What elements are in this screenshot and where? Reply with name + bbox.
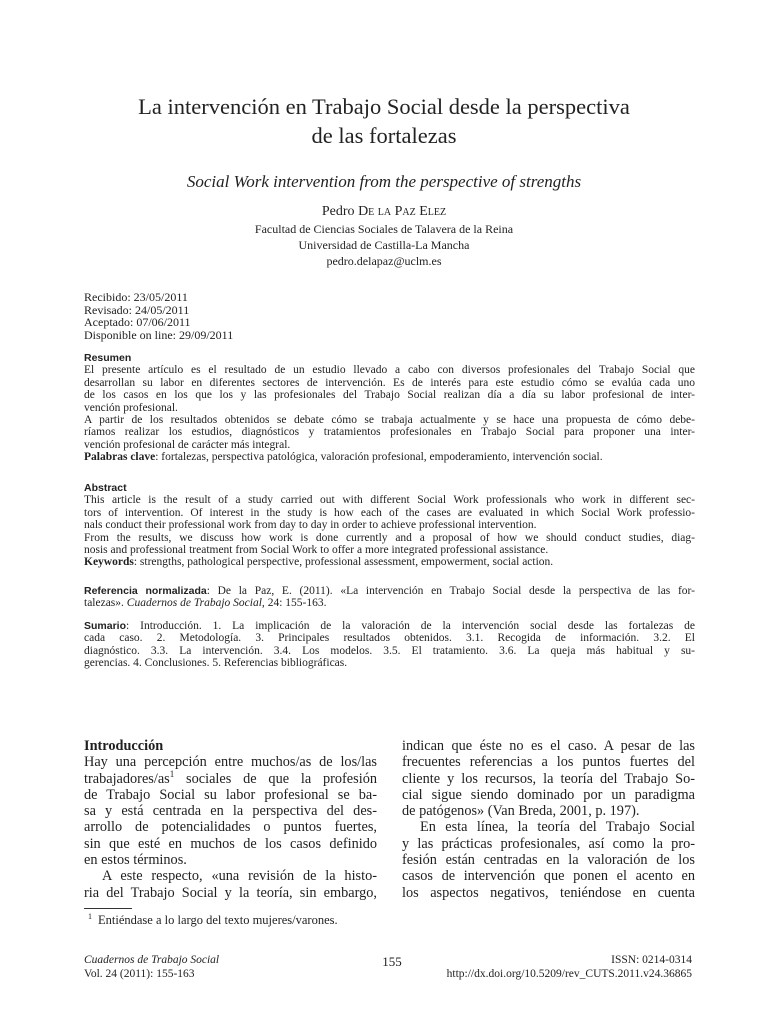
body-line: cliente y los recursos, la teoría del Trabajo So- bbox=[402, 770, 695, 787]
resumen-line: vención profesional de carácter más integral. bbox=[84, 438, 291, 451]
footer-doi[interactable]: http://dx.doi.org/10.5209/rev_CUTS.2011.v24.36865 bbox=[446, 968, 692, 980]
body-right-column bbox=[402, 738, 695, 901]
resumen-line: El presente artículo es el resultado de un estudio llevado a cabo con diversos profesionales del Trabajo Social que bbox=[84, 364, 695, 377]
referencia-text: 24: 155-163. bbox=[264, 597, 327, 610]
sumario-section bbox=[84, 620, 695, 670]
footnote bbox=[88, 912, 338, 928]
body-line: sin que esté en muchos de los casos definido bbox=[84, 835, 377, 852]
footer-journal: Cuadernos de Trabajo Social bbox=[84, 954, 220, 966]
body-line: ria del Trabajo Social y la teoría, sin embargo, bbox=[84, 884, 377, 901]
body-line: indican que éste no es el caso. A pesar de las bbox=[402, 738, 695, 754]
resumen-line: desarrollan su labor en diferentes sectores de intervención. Es de interés para este estudio cómo se evalúa cada uno bbox=[84, 376, 695, 389]
body-line bbox=[84, 768, 377, 787]
journal-name: Cuadernos de Trabajo Social, bbox=[126, 597, 265, 610]
body-text: sociales de que la profesión bbox=[174, 770, 377, 787]
title-line: La intervención en Trabajo Social desde la perspectiva bbox=[138, 94, 630, 119]
resumen-line: vención profesional. bbox=[84, 401, 178, 414]
body-line: En esta línea, la teoría del Trabajo Social bbox=[420, 819, 695, 836]
university: Universidad de Castilla-La Mancha bbox=[298, 238, 470, 252]
body-line: cial sigue siendo dominado por un paradigma bbox=[402, 786, 695, 803]
author-email[interactable]: pedro.delapaz@uclm.es bbox=[326, 254, 442, 268]
body-line: Hay una percepción entre muchos/as de los/las bbox=[84, 754, 377, 771]
sumario-line: gerencias. 4. Conclusiones. 5. Referencias bibliográficas. bbox=[84, 657, 348, 670]
sumario-label: Sumario bbox=[84, 620, 127, 632]
footer-right bbox=[447, 953, 692, 981]
body-line: en estos términos. bbox=[84, 852, 187, 869]
body-line: sa y está centrada en la perspectiva del des- bbox=[84, 803, 377, 820]
body-text: trabajadores/as bbox=[84, 770, 170, 787]
resumen-section bbox=[84, 352, 695, 464]
author-name bbox=[60, 204, 708, 220]
footer-left bbox=[84, 953, 219, 981]
sumario-line: diagnóstico. 3.3. La intervención. 3.4. Los modelos. 3.5. El tratamiento. 3.6. La queja más habitual y su- bbox=[84, 644, 695, 657]
article-dates bbox=[84, 291, 233, 342]
footnote-text: Entiéndase a lo largo del texto mujeres/varones. bbox=[98, 913, 338, 927]
date-online: Disponible on line: 29/09/2011 bbox=[84, 328, 234, 343]
footer-issn: ISSN: 0214-0314 bbox=[611, 954, 692, 966]
keywords-label: Keywords bbox=[84, 556, 134, 569]
referencia-text: : De la Paz, E. (2011). «La intervención en Trabajo Social desde la perspectiva de las for- bbox=[206, 585, 695, 597]
resumen-line: ríamos realizar los estudios, diagnósticos y tratamientos profesionales en Trabajo Social para proponer una inter- bbox=[84, 426, 695, 439]
footer-volume: Vol. 24 (2011): 155-163 bbox=[84, 968, 195, 980]
body-line: de patógenos» (Van Breda, 2001, p. 197). bbox=[402, 803, 640, 820]
abstract-line: From the results, we discuss how work is done currently and a proposal of how we should conduct studies, diag- bbox=[84, 531, 695, 544]
keywords-text: : strengths, pathological perspective, professional assessment, empowerment, social action. bbox=[133, 556, 554, 569]
footnote-rule bbox=[84, 908, 132, 909]
article-subtitle: Social Work intervention from the perspective of strengths bbox=[186, 172, 582, 191]
footnote-mark: 1 bbox=[88, 912, 92, 921]
title-line: de las fortalezas bbox=[311, 123, 457, 148]
abstract-section bbox=[84, 482, 695, 569]
faculty: Facultad de Ciencias Sociales de Talavera de la Reina bbox=[254, 222, 514, 236]
abstract-line: tors of intervention. Of interest in the study is how each of the cases are evaluated in which Social Work professio- bbox=[84, 506, 695, 519]
referencia-text: talezas». bbox=[84, 597, 127, 610]
palabras-clave-text: : fortalezas, perspectiva patológica, valoración profesional, empoderamiento, intervención social. bbox=[155, 451, 603, 464]
keywords bbox=[84, 556, 695, 568]
page-number: 155 bbox=[382, 954, 402, 969]
affiliation bbox=[60, 221, 708, 269]
resumen-line: de los casos en los que los y las profesionales del Trabajo Social realizan día a día su labor profesional de inter- bbox=[84, 389, 695, 402]
referencia-label: Referencia normalizada bbox=[84, 585, 207, 597]
body-line: A este respecto, «una revisión de la histo- bbox=[102, 868, 377, 885]
body-left-column bbox=[84, 738, 377, 901]
date-received: Recibido: 23/05/2011 bbox=[84, 290, 188, 304]
resumen-line: A partir de los resultados obtenidos se debate cómo se trabaja actualmente y se hace una propuesta de cómo debe- bbox=[84, 414, 695, 427]
abstract-heading: Abstract bbox=[84, 482, 127, 494]
body-line: los aspectos negativos, teniéndose en cuenta bbox=[402, 884, 695, 901]
resumen-heading: Resumen bbox=[84, 352, 132, 364]
abstract-line: nosis and professional treatment from Social Work to offer a more integrated professional assistance. bbox=[84, 544, 549, 557]
sumario-text: : Introducción. 1. La implicación de la valoración de la intervención social desde las fortalezas de bbox=[126, 620, 695, 632]
author-surname: De la Paz Elez bbox=[358, 204, 447, 219]
body-line: frecuentes referencias a los puntos fuertes del bbox=[402, 754, 695, 771]
body-line: y las prácticas profesionales, así como la pro- bbox=[402, 835, 695, 852]
date-accepted: Aceptado: 07/06/2011 bbox=[84, 315, 191, 330]
body-line: arrollo de potencialidades o puntos fuertes, bbox=[84, 819, 377, 836]
palabras-clave-label: Palabras clave bbox=[84, 451, 156, 464]
referencia-line bbox=[84, 585, 695, 597]
article-title bbox=[60, 92, 708, 150]
referencia-line bbox=[84, 597, 695, 609]
footnote-ref[interactable]: 1 bbox=[169, 768, 175, 779]
abstract-line: nals conduct their professional work from day to day in order to achieve professional intervention. bbox=[84, 519, 537, 532]
sumario-line: cada caso. 2. Metodología. 3. Principales resultados obtenidos. 3.1. Recogida de información. 3.2. El bbox=[84, 632, 695, 645]
body-line: casos de intervención que ponen el acento en bbox=[402, 868, 695, 885]
palabras-clave bbox=[84, 451, 695, 463]
body-line: de Trabajo Social su labor profesional se ba- bbox=[84, 786, 377, 803]
abstract-line: This article is the result of a study carried out with different Social Work professionals who work in different sec- bbox=[84, 494, 695, 507]
sumario-line bbox=[84, 620, 695, 632]
referencia-section bbox=[84, 585, 695, 610]
date-revised: Revisado: 24/05/2011 bbox=[84, 302, 190, 317]
section-heading-introduccion: Introducción bbox=[84, 738, 164, 754]
author-first-name: Pedro bbox=[321, 204, 359, 219]
body-line: fesión están centradas en la valoración de los bbox=[402, 852, 695, 869]
